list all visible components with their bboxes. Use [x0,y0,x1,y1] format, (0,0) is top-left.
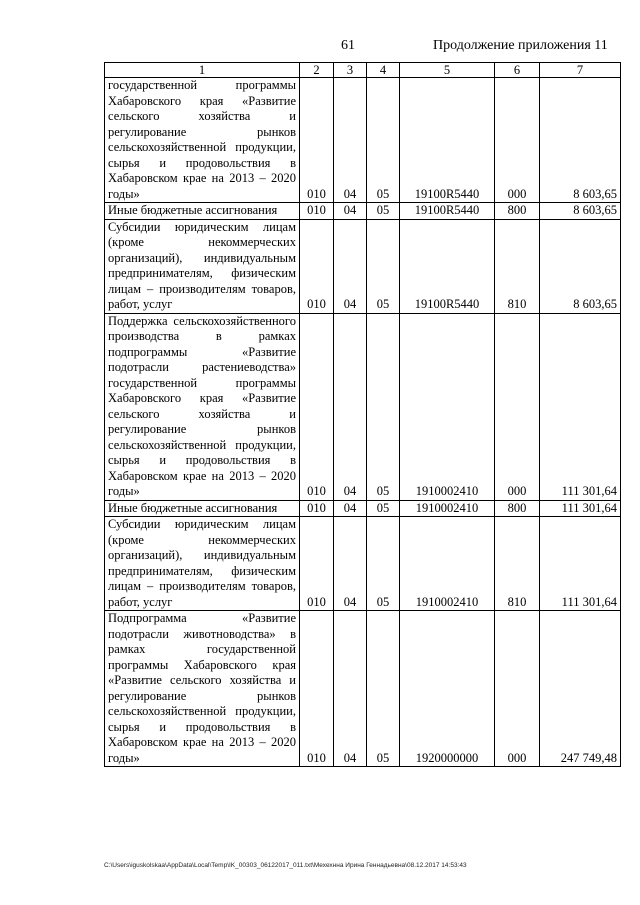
cell-ministry: 010 [300,78,334,203]
cell-target-article: 19100R5440 [400,78,495,203]
cell-expense-type: 800 [495,203,540,220]
row-name: Субсидии юридическим лицам (кроме некоммерческих организаций), индивидуальным предпринимателям, физическим лицам – производителям товаров, работ, услуг [105,517,300,611]
page-number: 61 [341,38,355,53]
cell-section: 04 [334,611,367,767]
cell-subsection: 05 [367,517,400,611]
cell-ministry: 010 [300,517,334,611]
cell-target-article: 1910002410 [400,517,495,611]
cell-section: 04 [334,500,367,517]
cell-amount: 111 301,64 [540,517,621,611]
cell-section: 04 [334,78,367,203]
column-header: 4 [367,63,400,78]
cell-subsection: 05 [367,219,400,313]
cell-section: 04 [334,517,367,611]
table-row [105,517,621,611]
cell-ministry: 010 [300,500,334,517]
table-row [105,313,621,500]
cell-subsection: 05 [367,78,400,203]
column-header: 7 [540,63,621,78]
column-header: 6 [495,63,540,78]
table-row [105,203,621,220]
cell-expense-type: 000 [495,313,540,500]
cell-expense-type: 810 [495,517,540,611]
table-row [105,78,621,203]
cell-target-article: 1920000000 [400,611,495,767]
cell-expense-type: 000 [495,611,540,767]
cell-expense-type: 000 [495,78,540,203]
cell-subsection: 05 [367,313,400,500]
table-row [105,219,621,313]
cell-ministry: 010 [300,611,334,767]
row-name: Иные бюджетные ассигнования [105,203,300,220]
cell-ministry: 010 [300,313,334,500]
cell-target-article: 1910002410 [400,500,495,517]
cell-target-article: 1910002410 [400,313,495,500]
table-row [105,611,621,767]
column-header: 2 [300,63,334,78]
cell-ministry: 010 [300,219,334,313]
budget-table [104,62,621,767]
row-name: Субсидии юридическим лицам (кроме некоммерческих организаций), индивидуальным предпринимателям, физическим лицам – производителям товаров, работ, услуг [105,219,300,313]
table-header-row [105,63,621,78]
cell-expense-type: 810 [495,219,540,313]
cell-section: 04 [334,313,367,500]
row-name: Подпрограмма «Развитие подотрасли животноводства» в рамках государственной программы Хабаровского края «Развитие сельского хозяйства и регулирование рынков сельскохозяйственной продукции, сырья и продовольствия в Хабаровском крае на 2013 – 2020 годы» [105,611,300,767]
row-name: Поддержка сельскохозяйственного производства в рамках подпрограммы «Развитие подотрасли растениеводства» государственной программы Хабаровского края «Развитие сельского хозяйства и регулирование рынков сельскохозяйственной продукции, сырья и продовольствия в Хабаровском крае на 2013 – 2020 годы» [105,313,300,500]
cell-target-article: 19100R5440 [400,203,495,220]
cell-target-article: 19100R5440 [400,219,495,313]
file-path-footer: C:\Users\iguskolskaa\AppData\Local\Temp\IK_00303_06122017_011.txt\Мехехнна Ирина Геннадьевна\08.12.2017 14:53:43 [104,862,467,869]
cell-subsection: 05 [367,203,400,220]
cell-section: 04 [334,219,367,313]
cell-expense-type: 800 [495,500,540,517]
column-header: 3 [334,63,367,78]
row-name: государственной программы Хабаровского края «Развитие сельского хозяйства и регулирование рынков сельскохозяйственной продукции, сырья и продовольствия в Хабаровском крае на 2013 – 2020 годы» [105,78,300,203]
cell-ministry: 010 [300,203,334,220]
column-header: 5 [400,63,495,78]
column-header: 1 [105,63,300,78]
cell-amount: 8 603,65 [540,78,621,203]
row-name: Иные бюджетные ассигнования [105,500,300,517]
table-row [105,500,621,517]
cell-amount: 111 301,64 [540,313,621,500]
cell-amount: 8 603,65 [540,219,621,313]
cell-amount: 247 749,48 [540,611,621,767]
cell-subsection: 05 [367,611,400,767]
cell-amount: 111 301,64 [540,500,621,517]
cell-section: 04 [334,203,367,220]
cell-subsection: 05 [367,500,400,517]
continuation-label: Продолжение приложения 11 [433,38,608,53]
cell-amount: 8 603,65 [540,203,621,220]
